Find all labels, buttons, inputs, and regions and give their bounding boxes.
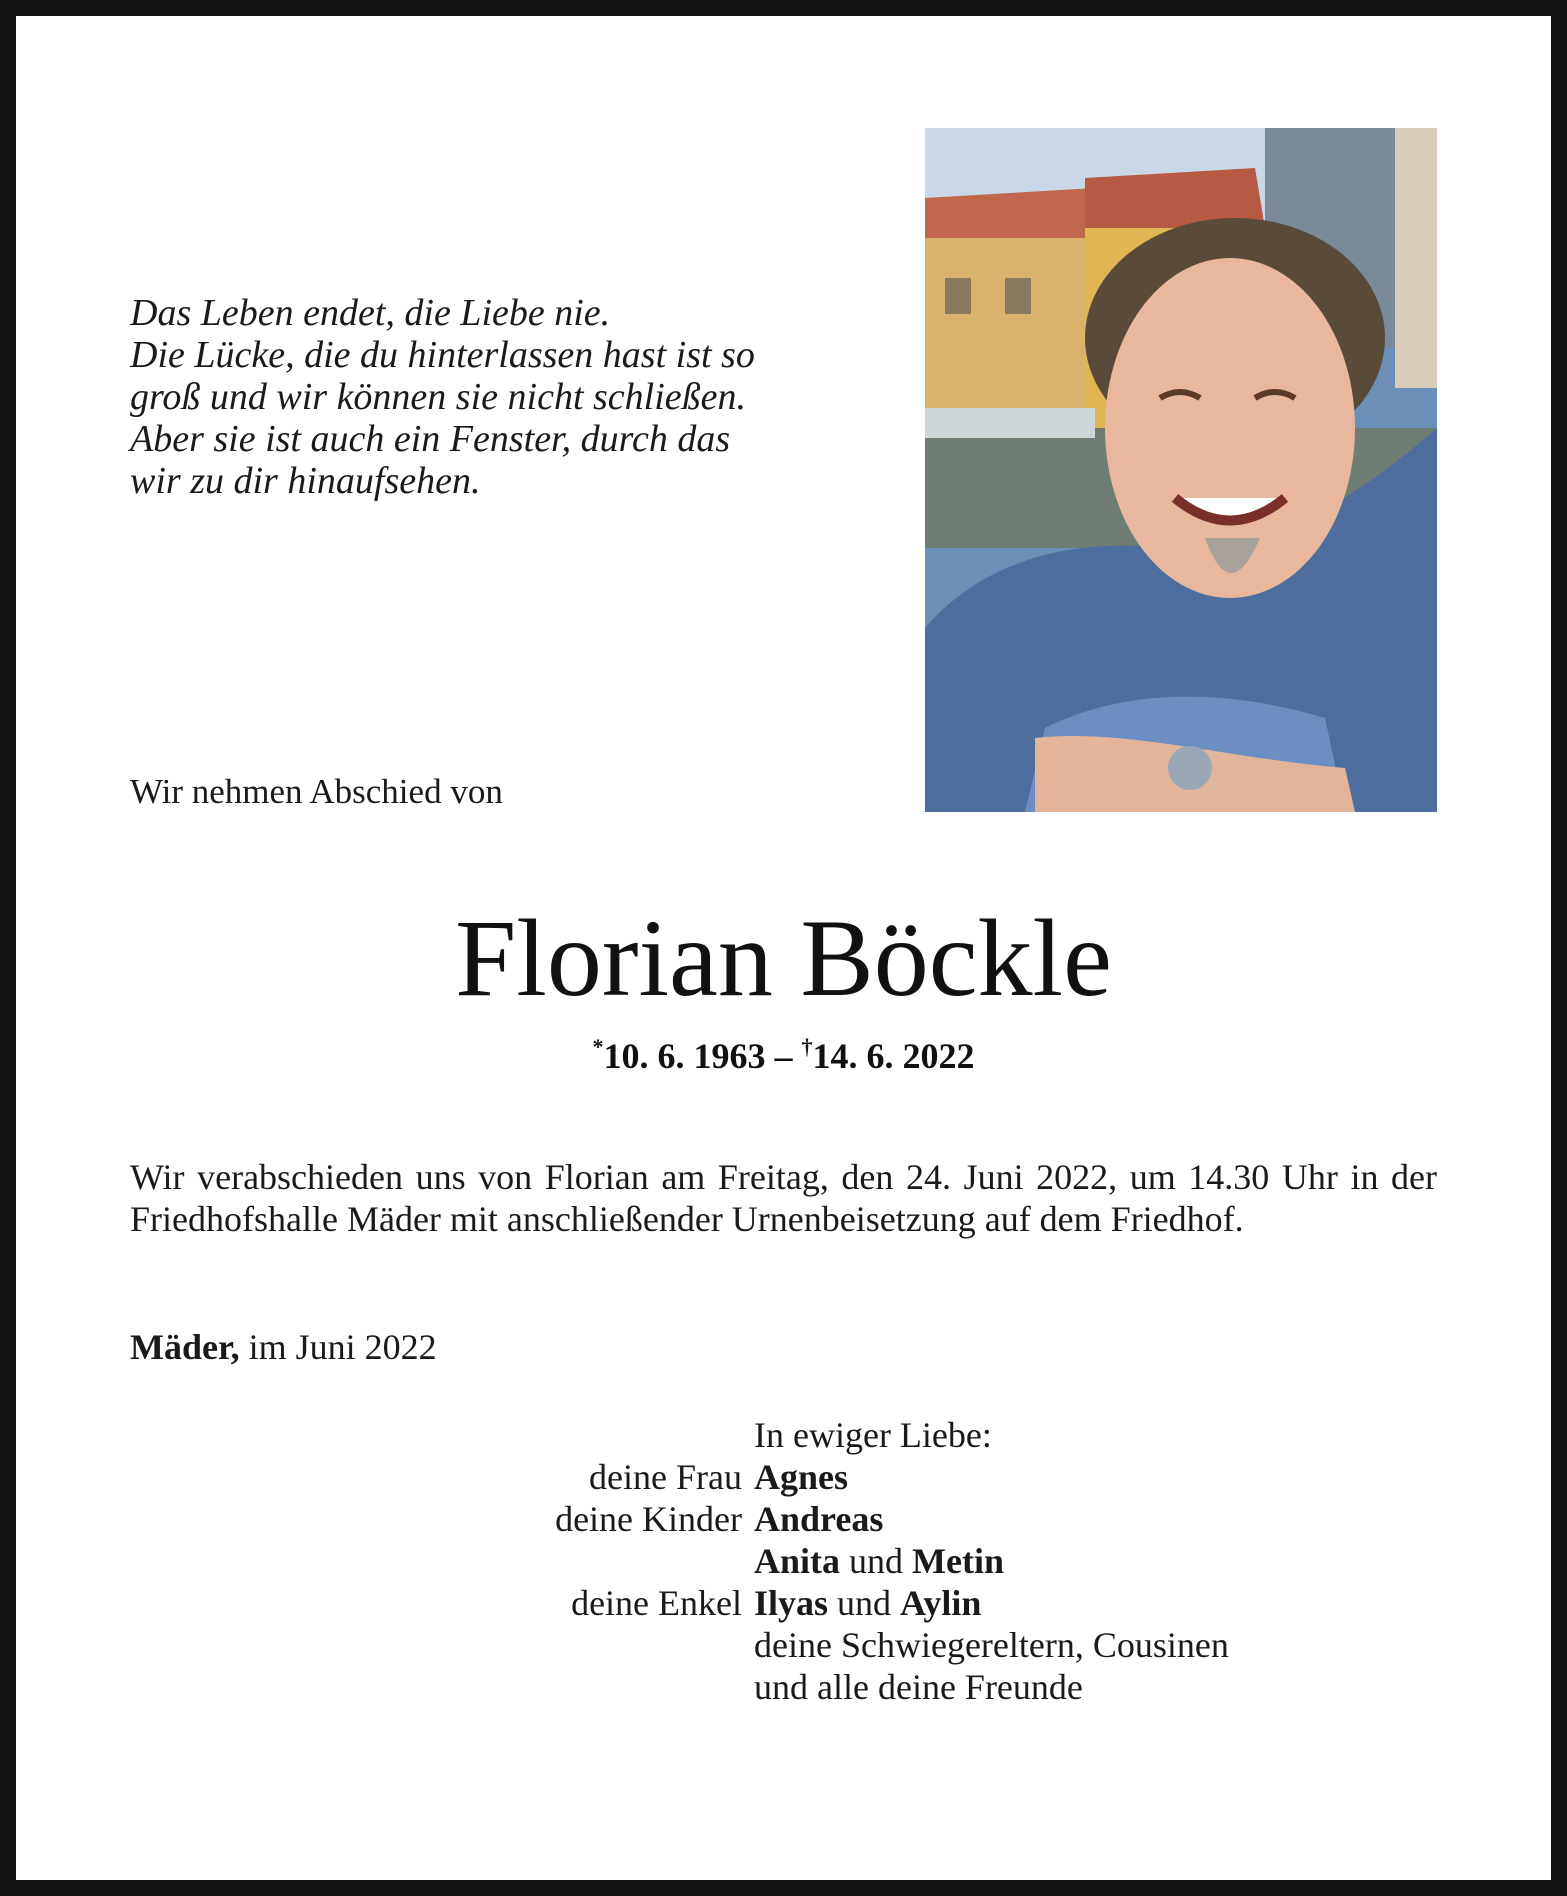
date-separator: –: [765, 1036, 802, 1076]
mourner-names: [754, 1666, 1083, 1708]
memorial-quote: [130, 292, 810, 502]
mourner-name: Aylin: [900, 1583, 982, 1623]
place-town: Mäder,: [130, 1327, 240, 1367]
mourner-relation: deine Kinder: [555, 1499, 742, 1539]
mourner-text: und alle deine Freunde: [754, 1667, 1083, 1707]
ceremony-details: Wir verabschieden uns von Florian am Freitag, den 24. Juni 2022, um 14.30 Uhr in der Friedhofshalle Mäder mit anschließender Urnenbeisetzung auf dem Friedhof.: [130, 1157, 1437, 1239]
mourner-row: [0, 1456, 1567, 1498]
death-date: 14. 6. 2022: [812, 1036, 975, 1076]
mourner-text: und: [828, 1583, 901, 1623]
birth-date: 10. 6. 1963: [603, 1036, 766, 1076]
death-symbol: †: [801, 1034, 813, 1059]
farewell-line: Wir nehmen Abschied von: [130, 772, 503, 811]
quote-line: groß und wir können sie nicht schließen.: [130, 376, 746, 418]
quote-line: Aber sie ist auch ein Fenster, durch das: [130, 418, 731, 460]
deceased-name: Florian Böckle: [455, 897, 1112, 1019]
mourner-rows: [0, 1456, 1567, 1708]
mourner-relation: deine Enkel: [571, 1583, 742, 1623]
birth-symbol: *: [592, 1034, 604, 1059]
life-dates: [0, 1034, 1567, 1077]
mourner-row: [0, 1666, 1567, 1708]
mourner-relation: deine Frau: [589, 1457, 742, 1497]
mourners-intro-row: [0, 1414, 1567, 1456]
place-date: im Juni 2022: [239, 1327, 437, 1367]
quote-line: Die Lücke, die du hinterlassen hast ist so: [130, 334, 755, 376]
mourners-list: [0, 1414, 1567, 1708]
portrait-photo: [925, 128, 1437, 812]
mourner-names: [754, 1624, 1229, 1666]
mourner-name: Agnes: [754, 1457, 849, 1497]
quote-line: wir zu dir hinaufsehen.: [130, 460, 481, 502]
mourner-name: Metin: [912, 1541, 1004, 1581]
portrait-illustration: [925, 128, 1437, 812]
mourner-text: deine Schwiegereltern, Cousinen: [754, 1625, 1229, 1665]
mourner-row: [0, 1582, 1567, 1624]
mourners-intro: In ewiger Liebe:: [754, 1415, 992, 1455]
mourner-row: [0, 1624, 1567, 1666]
mourner-name: Andreas: [754, 1499, 884, 1539]
mourner-names: [754, 1582, 981, 1624]
mourner-names: [754, 1456, 848, 1498]
mourner-name: Anita: [754, 1541, 841, 1581]
mourner-row: [0, 1498, 1567, 1540]
mourner-text: und: [840, 1541, 913, 1581]
mourner-name: Ilyas: [754, 1583, 829, 1623]
place-and-date: [130, 1326, 437, 1368]
mourner-names: [754, 1498, 883, 1540]
quote-line: Das Leben endet, die Liebe nie.: [130, 292, 611, 334]
mourner-row: [0, 1540, 1567, 1582]
mourner-names: [754, 1540, 1004, 1582]
